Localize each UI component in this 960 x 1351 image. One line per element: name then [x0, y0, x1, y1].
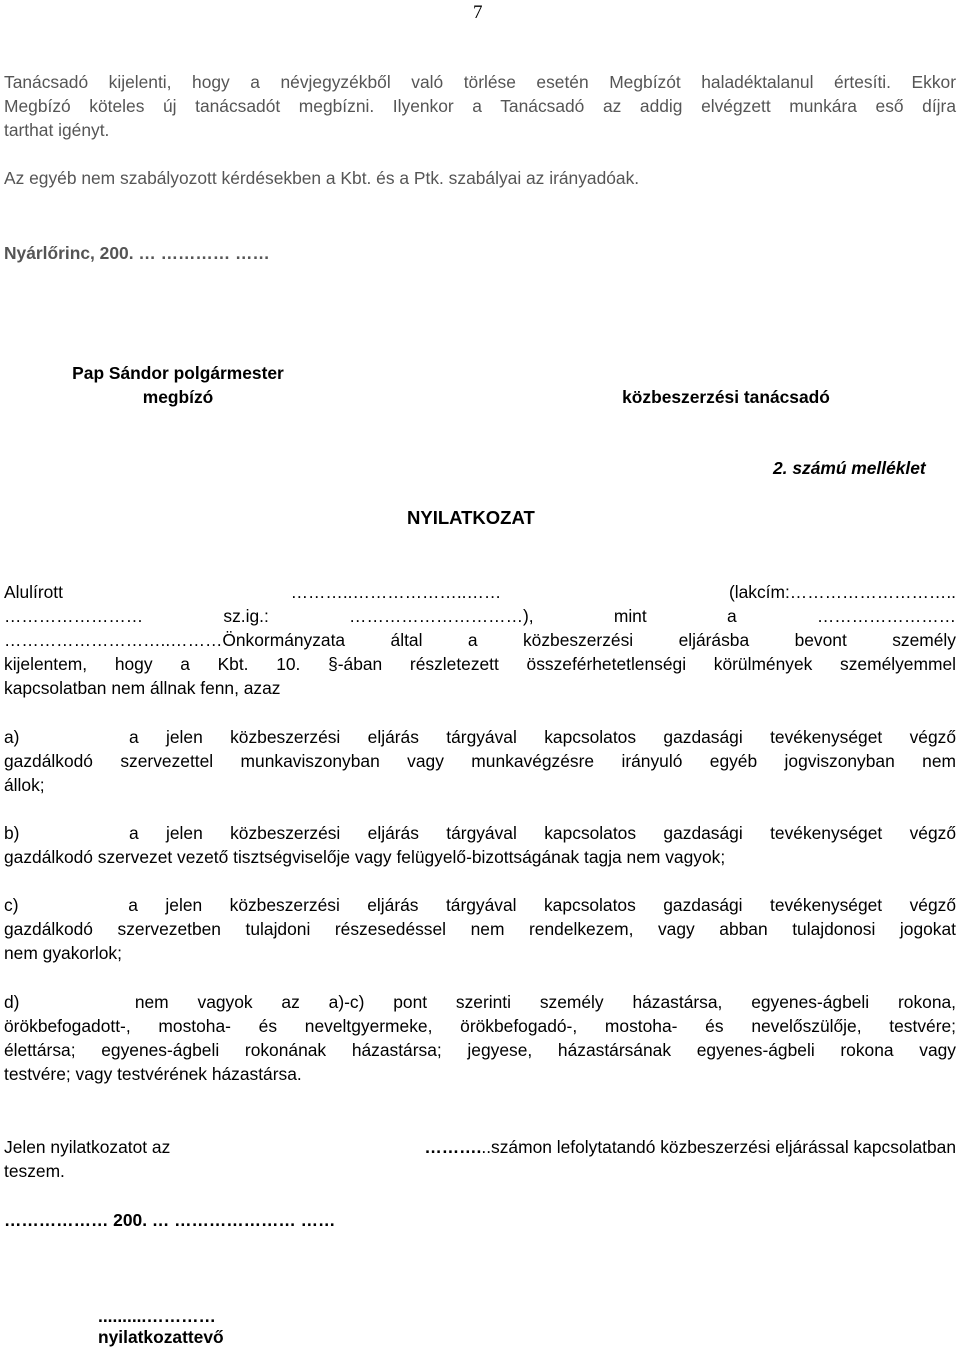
item-a-line-2: gazdálkodó szervezettel munkaviszonyban vagy munkavégzésre irányuló egyéb jogviszonyban nem: [4, 751, 956, 771]
declaration-id-blank: …………………………),: [349, 606, 534, 626]
item-d-line-3: élettársa; egyenes-ágbeli rokonának házastársa; jegyese, házastársának egyenes-ágbeli rokona vagy: [4, 1040, 956, 1060]
item-c-line-1: c) a jelen közbeszerzési eljárás tárgyával kapcsolatos gazdasági tevékenységet végző: [4, 895, 956, 915]
signature-left-role: megbízó: [142, 387, 214, 407]
declaration-word-as: mint: [613, 606, 647, 626]
declaration-id-label: sz.ig.:: [223, 606, 269, 626]
declaration-municipality-blank: ……………………: [816, 606, 956, 626]
item-b-line-2: gazdálkodó szervezet vezető tisztségviselője vagy felügyelő-bizottságának tagja nem vagyok;: [4, 847, 726, 867]
declaration-line-5: kapcsolatban nem állnak fenn, azaz: [4, 678, 281, 698]
place-date: Nyárlőrinc, 200. … ………… ……: [4, 243, 270, 263]
item-a-line-1: a) a jelen közbeszerzési eljárás tárgyával kapcsolatos gazdasági tevékenységet végző: [4, 727, 956, 747]
intro-line-1: Tanácsadó kijelenti, hogy a névjegyzékből való törlése esetén Megbízót haladéktalanul értesíti. Ekkor: [4, 72, 956, 92]
closing-text-end: ..számon lefolytatandó közbeszerzési eljárással kapcsolatban: [481, 1137, 956, 1157]
declarant-label: nyilatkozattevő: [98, 1327, 224, 1347]
item-c-line-3: nem gyakorlok;: [4, 943, 122, 963]
declaration-name-blank: ………..………………..……: [290, 582, 502, 602]
item-d-line-2: örökbefogadott-, mostoha- és neveltgyermeke, örökbefogadó-, mostoha- és nevelőszülője, testvére;: [4, 1016, 956, 1036]
item-b-line-1: b) a jelen közbeszerzési eljárás tárgyával kapcsolatos gazdasági tevékenységet végző: [4, 823, 956, 843]
closing-text-rest: [424, 1135, 956, 1159]
page-number: 7: [473, 2, 483, 23]
signature-left-name: Pap Sándor polgármester: [72, 363, 284, 383]
closing-line-2: teszem.: [4, 1161, 65, 1181]
intro-line-2: Megbízó köteles új tanácsadót megbízni. Ilyenkor a Tanácsadó az addig elvégzett munkára eső díjra: [4, 96, 956, 116]
declaration-address-blank: (lakcím:………………………..: [728, 582, 956, 602]
applicable-law-paragraph: Az egyéb nem szabályozott kérdésekben a Kbt. és a Ptk. szabályai az irányadóak.: [4, 168, 640, 188]
declaration-word-a: a: [726, 606, 737, 626]
closing-date: ……………… 200. … ………………… ……: [4, 1210, 336, 1230]
declarant-signature-line: ..........…………: [98, 1306, 216, 1326]
closing-procedure-number-blank: ……….: [424, 1137, 482, 1157]
declaration-line-1: [4, 580, 956, 604]
declaration-address-continuation: ……………………: [4, 606, 144, 626]
intro-line-3: tarthat igényt.: [4, 120, 110, 140]
closing-text-start: Jelen nyilatkozatot az: [4, 1137, 171, 1157]
declaration-line-2: [4, 604, 956, 628]
item-a-line-3: állok;: [4, 775, 45, 795]
annex-label: 2. számú melléklet: [773, 458, 926, 478]
declaration-line-3: ………………………..………Önkormányzata által a közbeszerzési eljárásba bevont személy: [4, 630, 956, 650]
closing-line-1: [4, 1135, 956, 1159]
document-title: NYILATKOZAT: [407, 507, 535, 528]
item-c-line-2: gazdálkodó szervezetben tulajdoni részesedéssel nem rendelkezem, vagy abban tulajdonosi jogokat: [4, 919, 956, 939]
item-d-line-4: testvére; vagy testvérének házastársa.: [4, 1064, 302, 1084]
declaration-line-4: kijelentem, hogy a Kbt. 10. §-ában részletezett összeférhetetlenségi körülmények személyemmel: [4, 654, 956, 674]
item-d-line-1: d) nem vagyok az a)-c) pont szerinti személy házastársa, egyenes-ágbeli rokona,: [4, 992, 956, 1012]
declaration-label-undersigned: Alulírott: [4, 582, 63, 602]
signature-right-role: közbeszerzési tanácsadó: [622, 387, 830, 407]
